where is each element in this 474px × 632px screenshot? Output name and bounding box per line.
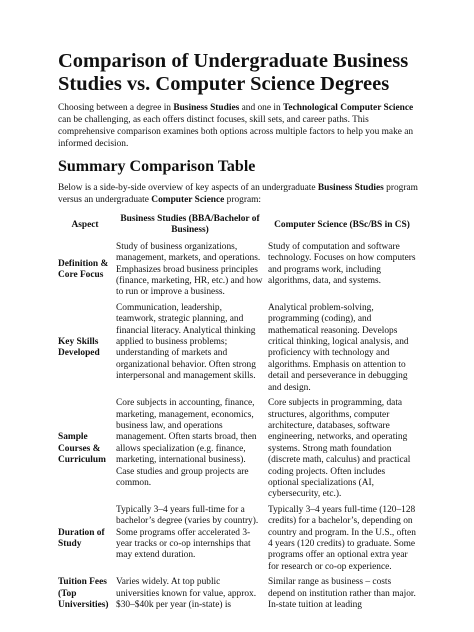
intro-bold-cs: Technological Computer Science — [283, 103, 414, 113]
business-cell: Study of business organizations, management, markets, and operations. Emphasizes broad business principles (finance, marketing, HR, etc.) and how to run or improve a business. — [116, 241, 263, 298]
aspect-cell: Key Skills Developed — [58, 337, 100, 359]
lead-bold-cs: Computer Science — [151, 195, 225, 205]
table-row — [56, 241, 418, 302]
cs-cell: Study of computation and software technology. Focuses on how computers and programs work, including algorithms, data, and systems. — [268, 241, 416, 287]
lead-text: Below is a side-by-side overview of key aspects of an undergraduate — [58, 183, 318, 193]
business-cell: Typically 3–4 years full-time for a bachelor’s degree (varies by country). Some programs offer accelerated 3-year tracks or co-op internships that may extend duration. — [116, 504, 259, 561]
cs-cell: Analytical problem-solving, programming (coding), and mathematical reasoning. Develops critical thinking, logical analysis, and proficiency with technology and algorithms. Emphasis on attention to detail and perseverance in debugging and design. — [268, 302, 409, 393]
lead-bold-business: Business Studies — [317, 183, 384, 193]
lead-text: program versus an undergraduate — [58, 183, 418, 205]
intro-text: can be challenging, as each offers distinct focuses, skill sets, and career paths. This comprehensive comparison examines both options across multiple factors to help you make an informed decision. — [58, 115, 414, 149]
aspect-cell: Sample Courses & Curriculum — [58, 432, 106, 466]
lead-text: program: — [224, 195, 262, 205]
business-cell: Core subjects in accounting, finance, marketing, management, economics, business law, and operations management. Often starts broad, then allows specialization (e.g. finance, marketing, international business). Case studies and group projects are common. — [116, 398, 257, 488]
aspect-cell: Tuition Fees (Top Universities) — [58, 577, 109, 610]
intro-bold-business: Business Studies — [173, 103, 240, 113]
document-title: Comparison of Undergraduate Business Studies vs. Computer Science Degrees — [58, 50, 409, 95]
intro-text: Choosing between a degree in — [58, 103, 174, 113]
header-cs: Computer Science (BSc/BS in CS) — [274, 219, 410, 230]
intro-text: and one in — [239, 103, 284, 113]
header-business: Business Studies (BBA/Bachelor of Business) — [120, 214, 260, 236]
table-row — [56, 302, 418, 397]
cs-cell: Core subjects in programming, data structures, algorithms, computer architecture, databases, software engineering, networks, and operating systems. Strong math foundation (discrete math, calculus) and practical coding projects. Often includes optional specializations (AI, cybersecurity, etc.). — [268, 398, 411, 500]
aspect-cell: Duration of Study — [58, 527, 105, 549]
cs-cell: Typically 3–4 years full-time (120–128 credits) for a bachelor’s, depending on country and program. In the U.S., often 4 years (120 credits) to graduate. Some programs offer an optional extra year for research or co-op experience. — [268, 504, 416, 572]
table-row — [56, 504, 418, 576]
table-row — [56, 397, 418, 504]
intro-paragraph — [58, 102, 420, 150]
table-row — [56, 576, 418, 614]
table-lead-paragraph — [58, 182, 420, 206]
aspect-cell: Definition & Core Focus — [58, 258, 109, 281]
cs-cell: Similar range as business – costs depend on institution rather than major. In-state tuition at leading — [268, 577, 416, 610]
section-title: Summary Comparison Table — [58, 158, 256, 175]
business-cell: Communication, leadership, teamwork, strategic planning, and financial literacy. Analytical thinking applied to business problems; understanding of markets and organizational behavior. Often strong interpersonal and management skills. — [116, 302, 256, 382]
header-aspect: Aspect — [71, 219, 99, 230]
business-cell: Varies widely. At top public universities known for value, approx. $30–$40k per year (in-state) is — [116, 577, 257, 610]
comparison-table — [56, 212, 418, 614]
table-header-row — [56, 212, 418, 241]
